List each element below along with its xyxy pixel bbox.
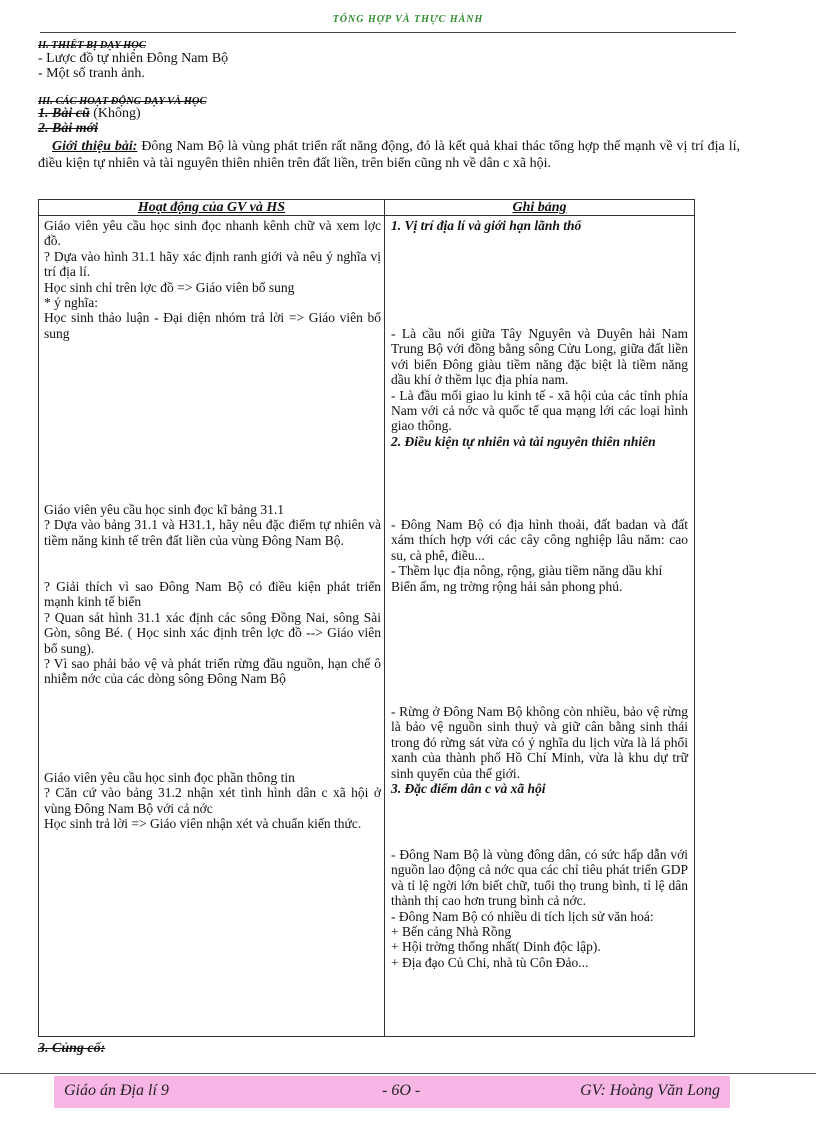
- left-para: * ý nghĩa:: [44, 295, 98, 311]
- right-para: - Là đầu mối giao lu kinh tế - xã hội của các tỉnh phía Nam với cả nớc và quốc tế qua mạng lới các loại hình giao thông.: [391, 387, 688, 434]
- left-para: ? Vì sao phải bảo vệ và phát triển rừng đầu nguồn, hạn chế ô nhiễm nớc của các dòng sông Đông Nam Bộ: [44, 656, 381, 687]
- footer-left: Giáo án Địa lí 9: [64, 1082, 169, 1099]
- left-para: ? Giải thích vì sao Đông Nam Bộ có điều kiện phát triển mạnh kinh tế biển: [44, 579, 381, 610]
- intro-label: Giới thiệu bài:: [52, 139, 138, 154]
- right-para: - Đông Nam Bộ là vùng đông dân, có sức hấp dẫn với nguồn lao động cả nớc qua các chỉ tiêu phát triển GDP và tỉ lệ ngời lớn biết chữ, tuổi thọ trung bình, tỉ lệ dân thành thị cao hơn trung bình cả nớc.: [391, 847, 688, 909]
- activities-heading: III. CÁC HOẠT ĐỘNG DẠY VÀ HỌC: [38, 96, 207, 107]
- old-lesson-label: 1. Bài cũ: [38, 106, 90, 121]
- right-para: + Bến cảng Nhà Rồng: [391, 924, 512, 940]
- intro-paragraph: [38, 138, 740, 172]
- right-para: - Là cầu nối giữa Tây Nguyên và Duyên hải Nam Trung Bộ với đồng bằng sông Cửu Long, giữa đất liền với biển Đông giàu tiềm năng đặc biệt là tiềm năng dầu khí ở thềm lục địa phía nam.: [391, 326, 688, 388]
- left-para: ? Quan sát hình 31.1 xác định các sông Đồng Nai, sông Sài Gòn, sông Bé. ( Học sinh xác định trên lợc đồ --> Giáo viên bổ sung).: [44, 609, 381, 656]
- table-header-activities: Hoạt động của GV và HS: [39, 200, 385, 216]
- left-para: ? Dựa vào bảng 31.1 và H31.1, hãy nêu đặc điểm tự nhiên và tiềm năng kinh tế trên đất liền của vùng Đông Nam Bộ.: [44, 517, 381, 548]
- new-lesson-label: 2. Bài mới: [38, 121, 99, 136]
- old-lesson-value: (Không): [89, 106, 141, 121]
- notes-column: [385, 216, 695, 1037]
- section-heading-location: 1. Vị trí địa lí và giới hạn lãnh thổ: [391, 218, 582, 233]
- right-para: - Đông Nam Bộ có địa hình thoải, đất badan và đất xám thích hợp với các cây công nghiệp lâu năm: cao su, cà phê, điều...: [391, 517, 688, 563]
- left-para: Giáo viên yêu cầu học sinh đọc nhanh kênh chữ và xem lợc đồ.: [44, 218, 381, 249]
- right-para: - Đông Nam Bộ có nhiều di tích lịch sử văn hoá:: [391, 908, 654, 924]
- left-para: Học sinh trả lời => Giáo viên nhận xét và chuẩn kiến thức.: [44, 816, 362, 832]
- right-para: - Thềm lục địa nông, rộng, giàu tiềm năng dầu khí: [391, 563, 663, 579]
- table-header-notes: Ghi bảng: [385, 200, 695, 216]
- left-para: Giáo viên yêu cầu học sinh đọc kĩ bảng 31.1: [44, 502, 284, 517]
- header-rule: [40, 32, 736, 33]
- lesson-table: [38, 199, 695, 1037]
- left-para: Giáo viên yêu cầu học sinh đọc phần thông tin: [44, 770, 295, 785]
- activities-column: [39, 216, 385, 1037]
- left-para: ? Căn cứ vào bảng 31.2 nhận xét tình hình dân c xã hội ở vùng Đông Nam Bộ với cả nớc: [44, 785, 381, 816]
- footer-page-number: - 6O -: [382, 1082, 421, 1099]
- header-title: TỔNG HỢP VÀ THỰC HÀNH: [332, 14, 484, 25]
- left-para: ? Dựa vào hình 31.1 hãy xác định ranh giới và nêu ý nghĩa vị trí địa lí.: [44, 248, 381, 280]
- equipment-heading: II. THIẾT BỊ DẠY HỌC: [38, 40, 146, 51]
- equipment-item-2: - Một số tranh ảnh.: [38, 66, 145, 81]
- old-lesson-line: [38, 106, 141, 122]
- right-para: - Rừng ở Đông Nam Bộ không còn nhiều, bảo vệ rừng là bảo vệ nguồn sinh thuỷ và giữ cân bằng sinh thái trong đó rừng sát vừa có ý nghĩa du lịch vừa là lá phổi xanh của thành phố Hồ Chí Minh, vừa là khu dự trữ sinh quyển của thế giới.: [391, 704, 688, 781]
- intro-text: Đông Nam Bộ là vùng phát triển rất năng động, đó là kết quả khai thác tổng hợp thế mạnh về vị trí địa lí, điều kiện tự nhiên và tài nguyên thiên nhiên trên đất liền, trên biển cũng nh về dân c xã hội.: [38, 139, 740, 171]
- footer-bar: [54, 1076, 730, 1108]
- right-para: + Hội trờng thống nhất( Dinh độc lập).: [391, 939, 601, 955]
- right-para: + Địa đạo Củ Chi, nhà tù Côn Đảo...: [391, 954, 589, 970]
- left-para: Học sinh chỉ trên lợc đồ => Giáo viên bổ sung: [44, 279, 295, 295]
- section-heading-nature: 2. Điều kiện tự nhiên và tài nguyên thiên nhiên: [391, 433, 656, 449]
- footer-right: GV: Hoàng Văn Long: [580, 1082, 720, 1099]
- right-para: Biển ấm, ng trờng rộng hải sản phong phú.: [391, 578, 623, 594]
- footer-rule: [0, 1073, 816, 1074]
- left-para: Học sinh thảo luận - Đại diện nhóm trả lời => Giáo viên bổ sung: [44, 310, 381, 341]
- consolidate-label: 3. Củng cố:: [38, 1041, 106, 1056]
- equipment-item-1: - Lược đồ tự nhiên Đông Nam Bộ: [38, 51, 229, 66]
- section-heading-population: 3. Đặc điểm dân c và xã hội: [391, 781, 546, 797]
